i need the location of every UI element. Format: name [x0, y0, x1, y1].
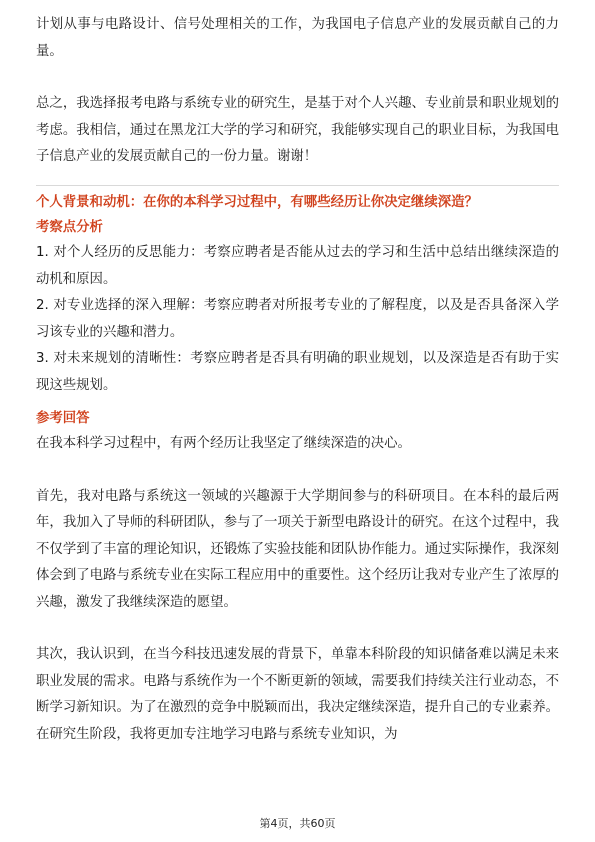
paragraph-continuation: 计划从事与电路设计、信号处理相关的工作，为我国电子信息产业的发展贡献自己的力量。	[36, 17, 559, 59]
document-body	[36, 12, 559, 748]
answer-intro: 在我本科学习过程中，有两个经历让我坚定了继续深造的决心。	[36, 436, 411, 451]
analysis-heading: 考察点分析	[36, 220, 103, 235]
answer-paragraph-second: 其次，我认识到，在当今科技迅速发展的背景下，单靠本科阶段的知识储备难以满足未来职业发展的需求。电路与系统作为一个不断更新的领域，需要我们持续关注行业动态，不断学习新知识。为了在激烈的竞争中脱颖而出，我决定继续深造，提升自己的专业素养。在研究生阶段，我将更加专注地学习电路与系统专业知识，为	[36, 647, 559, 742]
analysis-item: 1. 对个人经历的反思能力：考察应聘者是否能从过去的学习和生活中总结出继续深造的动机和原因。	[36, 245, 559, 287]
analysis-item: 2. 对专业选择的深入理解：考察应聘者对所报考专业的了解程度，以及是否具备深入学习该专业的兴趣和潜力。	[36, 298, 559, 340]
analysis-item: 3. 对未来规划的清晰性：考察应聘者是否具有明确的职业规划，以及深造是否有助于实现这些规划。	[36, 351, 559, 393]
page-footer: 第4页，共60页	[259, 817, 336, 830]
paragraph-conclusion: 总之，我选择报考电路与系统专业的研究生，是基于对个人兴趣、专业前景和职业规划的考虑。我相信，通过在黑龙江大学的学习和研究，我能够实现自己的职业目标，为我国电子信息产业的发展贡献自己的一份力量。谢谢！	[36, 96, 559, 164]
answer-paragraph-first: 首先，我对电路与系统这一领域的兴趣源于大学期间参与的科研项目。在本科的最后两年，我加入了导师的科研团队，参与了一项关于新型电路设计的研究。在这个过程中，我不仅学到了丰富的理论知识，还锻炼了实验技能和团队协作能力。通过实际操作，我深刻体会到了电路与系统专业在实际工程应用中的重要性。这个经历让我对专业产生了浓厚的兴趣，激发了我继续深造的愿望。	[36, 488, 559, 610]
answer-heading: 参考回答	[36, 411, 90, 426]
question-heading: 个人背景和动机：在你的本科学习过程中，有哪些经历让你决定继续深造？	[36, 194, 478, 210]
section-divider	[36, 185, 559, 186]
